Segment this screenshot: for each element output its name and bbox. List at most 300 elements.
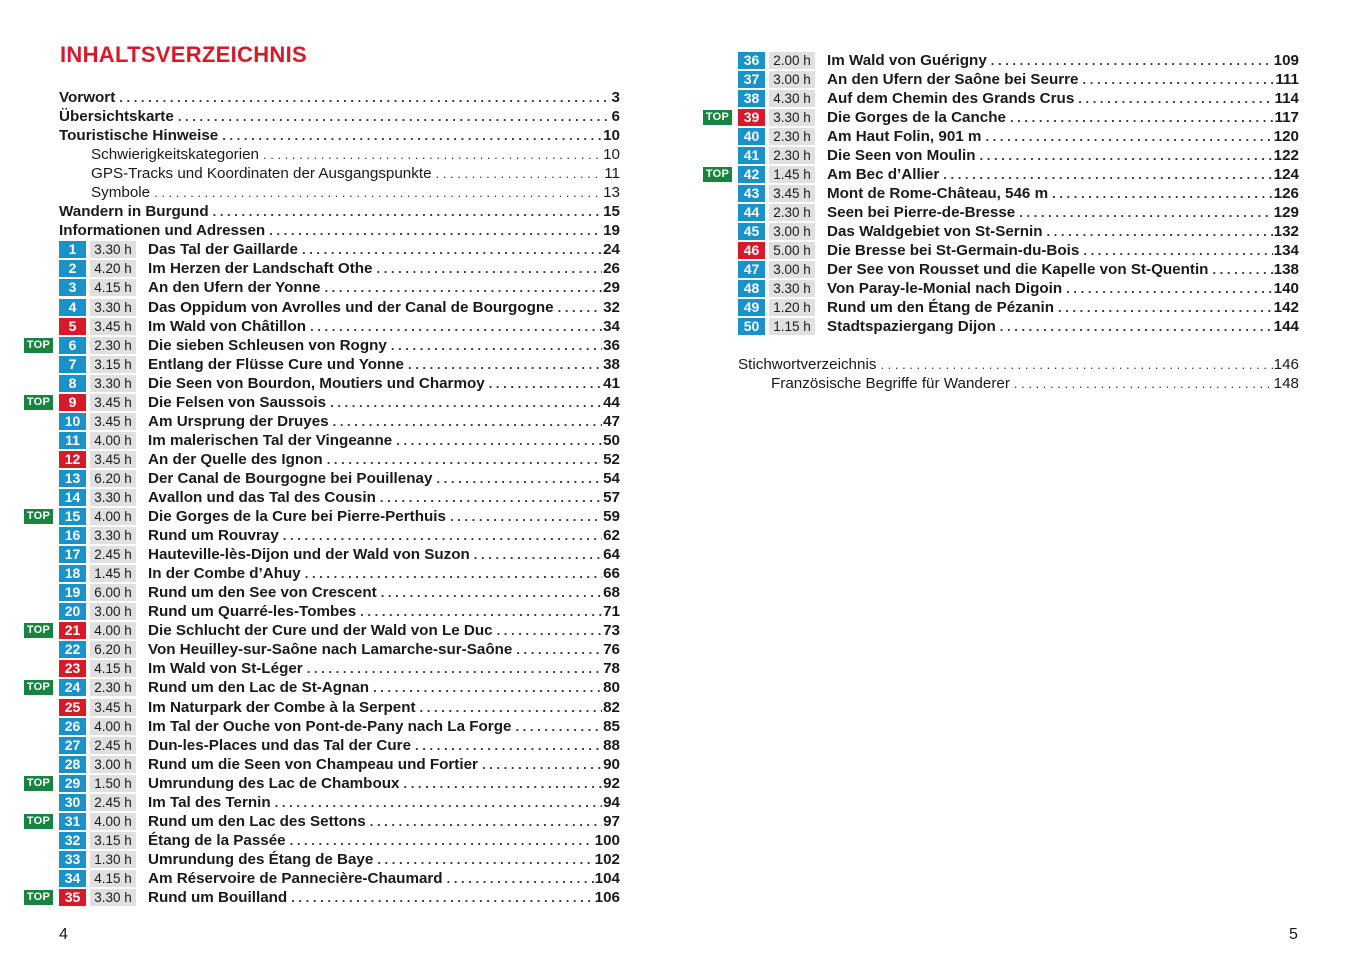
dot-leader xyxy=(1000,317,1273,336)
toc-entry[interactable] xyxy=(24,126,620,145)
dot-leader xyxy=(381,583,602,602)
tour-entry[interactable] xyxy=(24,831,620,850)
dot-leader xyxy=(1058,298,1273,317)
tour-entry[interactable] xyxy=(24,621,620,640)
toc-entry-text xyxy=(148,888,620,907)
tour-duration: 6.20 h xyxy=(90,470,136,487)
tour-number-badge: 9 xyxy=(59,394,86,411)
toc-entry-text xyxy=(148,393,620,412)
toc-entry-text xyxy=(148,431,620,450)
dot-leader xyxy=(516,640,602,659)
entry-title: Stichwortverzeichnis xyxy=(738,355,880,374)
tour-entry[interactable] xyxy=(703,279,1299,298)
dot-leader xyxy=(1019,203,1272,222)
entry-page-number: 47 xyxy=(603,412,620,430)
tour-number-badge: 31 xyxy=(59,813,86,830)
tour-entry[interactable] xyxy=(24,278,620,297)
dot-leader xyxy=(980,146,1273,165)
dot-leader xyxy=(1014,374,1273,393)
tour-entry[interactable] xyxy=(24,431,620,450)
tour-entry[interactable] xyxy=(24,298,620,317)
toc-entry[interactable] xyxy=(703,374,1299,393)
toc-entry-text xyxy=(827,51,1299,70)
tour-duration: 2.45 h xyxy=(90,737,136,754)
toc-entry-text xyxy=(59,221,620,240)
tour-list-left xyxy=(24,240,620,907)
entry-title: Entlang der Flüsse Cure und Yonne xyxy=(148,355,408,374)
dot-leader xyxy=(482,755,602,774)
entry-page-number: 82 xyxy=(603,698,620,716)
dot-leader xyxy=(376,259,602,278)
toc-entry[interactable] xyxy=(24,202,620,221)
entry-page-number: 132 xyxy=(1273,222,1299,240)
dot-leader xyxy=(1083,70,1275,89)
toc-entry-text xyxy=(827,241,1299,260)
dot-leader xyxy=(330,393,602,412)
tour-number-badge: 40 xyxy=(738,128,765,145)
tour-duration: 3.30 h xyxy=(90,527,136,544)
tour-entry[interactable] xyxy=(24,374,620,393)
tour-entry[interactable] xyxy=(24,678,620,697)
entry-title: Französische Begriffe für Wanderer xyxy=(771,374,1014,393)
tour-number-badge: 23 xyxy=(59,660,86,677)
entry-title: Rund um den Lac de St-Agnan xyxy=(148,678,373,697)
entry-page-number: 109 xyxy=(1273,51,1299,69)
entry-page-number: 29 xyxy=(603,279,620,297)
toc-entry-text xyxy=(827,184,1299,203)
tour-entry[interactable] xyxy=(24,698,620,717)
entry-page-number: 76 xyxy=(603,641,620,659)
top-badge: TOP xyxy=(24,680,53,695)
tour-entry[interactable] xyxy=(24,355,620,374)
dot-leader xyxy=(403,774,602,793)
entry-title: Schwierigkeitskategorien xyxy=(91,145,263,164)
entry-title: Am Haut Folin, 901 m xyxy=(827,127,985,146)
tour-entry[interactable] xyxy=(703,317,1299,336)
toc-entry-text xyxy=(148,450,620,469)
toc-entry-text xyxy=(148,469,620,488)
toc-entry-text xyxy=(148,507,620,526)
toc-entry-text xyxy=(148,755,620,774)
tour-entry[interactable] xyxy=(24,336,620,355)
tour-number-badge: 27 xyxy=(59,737,86,754)
entry-page-number: 111 xyxy=(1275,70,1299,88)
tour-duration: 3.30 h xyxy=(90,299,136,316)
tour-duration: 2.30 h xyxy=(90,337,136,354)
tour-entry[interactable] xyxy=(24,450,620,469)
toc-entry-text xyxy=(148,812,620,831)
tour-entry[interactable] xyxy=(703,108,1299,127)
entry-title: Die Seen von Moulin xyxy=(827,146,980,165)
tour-duration: 3.15 h xyxy=(90,832,136,849)
entry-title: Im Wald von St-Léger xyxy=(148,659,307,678)
tour-number-badge: 8 xyxy=(59,375,86,392)
entry-page-number: 144 xyxy=(1273,318,1299,336)
tour-duration: 3.00 h xyxy=(769,261,815,278)
dot-leader xyxy=(1212,260,1272,279)
entry-title: Auf dem Chemin des Grands Crus xyxy=(827,89,1078,108)
entry-page-number: 80 xyxy=(603,679,620,697)
dot-leader xyxy=(380,488,602,507)
top-badge: TOP xyxy=(24,338,53,353)
tour-number-badge: 34 xyxy=(59,870,86,887)
tour-number-badge: 32 xyxy=(59,832,86,849)
tour-entry[interactable] xyxy=(24,812,620,831)
dot-leader xyxy=(263,145,602,164)
toc-entry-text xyxy=(59,126,620,145)
entry-title: Mont de Rome-Château, 546 m xyxy=(827,184,1052,203)
entry-title: Am Ursprung der Druyes xyxy=(148,412,333,431)
tour-entry[interactable] xyxy=(703,165,1299,184)
tour-entry[interactable] xyxy=(24,583,620,602)
dot-leader xyxy=(1078,89,1273,108)
tour-number-badge: 11 xyxy=(59,432,86,449)
dot-leader xyxy=(275,793,602,812)
tour-entry[interactable] xyxy=(24,736,620,755)
dot-leader xyxy=(333,412,602,431)
toc-entry-text xyxy=(827,146,1299,165)
toc-entry[interactable] xyxy=(24,107,620,126)
entry-title: Die Schlucht der Cure und der Wald von Le Duc xyxy=(148,621,497,640)
dot-leader xyxy=(497,621,603,640)
tour-entry[interactable] xyxy=(703,51,1299,70)
dot-leader xyxy=(391,336,602,355)
tour-entry[interactable] xyxy=(24,564,620,583)
entry-page-number: 85 xyxy=(603,717,620,735)
entry-title: Im Tal der Ouche von Pont-de-Pany nach La Forge xyxy=(148,717,515,736)
entry-title: GPS-Tracks und Koordinaten der Ausgangspunkte xyxy=(91,164,436,183)
dot-leader xyxy=(360,602,602,621)
toc-title: INHALTSVERZEICHNIS xyxy=(60,42,308,67)
dot-leader xyxy=(515,717,602,736)
entry-page-number: 146 xyxy=(1273,356,1299,374)
tour-number-badge: 49 xyxy=(738,299,765,316)
tour-duration: 4.00 h xyxy=(90,508,136,525)
entry-title: Rund um den Étang de Pézanin xyxy=(827,298,1058,317)
dot-leader xyxy=(420,698,603,717)
entry-page-number: 26 xyxy=(603,260,620,278)
tour-number-badge: 16 xyxy=(59,527,86,544)
entry-page-number: 59 xyxy=(603,508,620,526)
tour-entry[interactable] xyxy=(24,488,620,507)
toc-entry-text xyxy=(148,793,620,812)
entry-title: Umrundung des Lac de Chamboux xyxy=(148,774,403,793)
entry-page-number: 138 xyxy=(1273,261,1299,279)
tour-duration: 3.45 h xyxy=(769,185,815,202)
tour-number-badge: 38 xyxy=(738,90,765,107)
top-badge: TOP xyxy=(24,509,53,524)
toc-entry[interactable] xyxy=(24,145,620,164)
entry-page-number: 6 xyxy=(611,108,620,126)
dot-leader xyxy=(310,317,602,336)
tour-number-badge: 4 xyxy=(59,299,86,316)
toc-entry-text xyxy=(827,127,1299,146)
tour-number-badge: 22 xyxy=(59,641,86,658)
toc-entry[interactable] xyxy=(24,164,620,183)
toc-entry-text xyxy=(148,640,620,659)
tour-number-badge: 36 xyxy=(738,52,765,69)
tour-entry[interactable] xyxy=(24,755,620,774)
toc-entry-text xyxy=(148,869,620,888)
tour-entry[interactable] xyxy=(24,659,620,678)
toc-entry[interactable] xyxy=(24,183,620,202)
toc-entry-text xyxy=(148,278,620,297)
tour-entry[interactable] xyxy=(703,241,1299,260)
dot-leader xyxy=(302,240,602,259)
toc-entry-text xyxy=(827,165,1299,184)
top-badge: TOP xyxy=(24,814,53,829)
tour-duration: 3.30 h xyxy=(90,889,136,906)
entry-page-number: 10 xyxy=(603,127,620,145)
toc-entry-text xyxy=(148,621,620,640)
tour-duration: 3.30 h xyxy=(90,375,136,392)
tour-entry[interactable] xyxy=(24,393,620,412)
entry-page-number: 142 xyxy=(1273,299,1299,317)
tour-entry[interactable] xyxy=(24,602,620,621)
toc-entry-text xyxy=(148,317,620,336)
entry-page-number: 57 xyxy=(603,489,620,506)
toc-entry-text xyxy=(148,659,620,678)
entry-title: Von Paray-le-Monial nach Digoin xyxy=(827,279,1066,298)
tour-duration: 4.15 h xyxy=(90,279,136,296)
entry-page-number: 97 xyxy=(603,812,620,830)
top-badge: TOP xyxy=(703,110,732,125)
tour-number-badge: 35 xyxy=(59,889,86,906)
toc-entry-text xyxy=(59,202,620,221)
tour-number-badge: 33 xyxy=(59,851,86,868)
tour-duration: 3.00 h xyxy=(90,603,136,620)
toc-entry[interactable] xyxy=(24,88,620,107)
entry-page-number: 106 xyxy=(594,888,620,906)
dot-leader xyxy=(327,450,602,469)
tour-duration: 3.45 h xyxy=(90,451,136,468)
entry-page-number: 15 xyxy=(603,203,620,221)
dot-leader xyxy=(290,831,594,850)
entry-title: Vorwort xyxy=(59,88,119,107)
back-matter-list xyxy=(703,355,1299,393)
dot-leader xyxy=(154,183,602,202)
dot-leader xyxy=(558,298,602,317)
tour-entry[interactable] xyxy=(24,869,620,888)
toc-entry-text xyxy=(148,259,620,278)
tour-duration: 2.30 h xyxy=(769,128,815,145)
toc-entry-text xyxy=(148,602,620,621)
entry-page-number: 140 xyxy=(1273,280,1299,298)
tour-duration: 1.30 h xyxy=(90,851,136,868)
tour-entry[interactable] xyxy=(24,774,620,793)
tour-number-badge: 48 xyxy=(738,280,765,297)
page-number-right: 5 xyxy=(1289,926,1298,943)
toc-entry-text xyxy=(827,317,1299,336)
tour-entry[interactable] xyxy=(703,203,1299,222)
tour-duration: 3.45 h xyxy=(90,318,136,335)
entry-title: Im Tal des Ternin xyxy=(148,793,275,812)
entry-title: Das Oppidum von Avrolles und der Canal de Bourgogne xyxy=(148,298,558,317)
toc-entry-text xyxy=(148,526,620,545)
tour-number-badge: 30 xyxy=(59,794,86,811)
dot-leader xyxy=(1010,108,1274,127)
tour-number-badge: 19 xyxy=(59,584,86,601)
entry-page-number: 38 xyxy=(603,355,620,373)
tour-entry[interactable] xyxy=(24,717,620,736)
dot-leader xyxy=(415,736,602,755)
tour-number-badge: 50 xyxy=(738,318,765,335)
toc-entry-text xyxy=(148,736,620,755)
tour-duration: 4.20 h xyxy=(90,260,136,277)
entry-page-number: 88 xyxy=(603,736,620,754)
entry-title: Avallon und das Tal des Cousin xyxy=(148,488,380,507)
tour-duration: 3.30 h xyxy=(90,241,136,258)
dot-leader xyxy=(373,678,602,697)
entry-title: Die Felsen von Saussois xyxy=(148,393,330,412)
tour-entry[interactable] xyxy=(24,259,620,278)
tour-entry[interactable] xyxy=(703,146,1299,165)
toc-entry[interactable] xyxy=(24,221,620,240)
entry-title: Das Tal der Gaillarde xyxy=(148,240,302,259)
entry-title: Umrundung des Étang de Baye xyxy=(148,850,377,869)
tour-number-badge: 46 xyxy=(738,242,765,259)
entry-page-number: 120 xyxy=(1273,127,1299,145)
tour-entry[interactable] xyxy=(703,184,1299,203)
entry-title: Im malerischen Tal der Vingeanne xyxy=(148,431,396,450)
toc-entry-text xyxy=(148,488,620,507)
dot-leader xyxy=(943,165,1272,184)
tour-entry[interactable] xyxy=(703,222,1299,241)
tour-duration: 6.00 h xyxy=(90,584,136,601)
entry-title: Die Bresse bei St-Germain-du-Bois xyxy=(827,241,1083,260)
dot-leader xyxy=(436,164,604,183)
dot-leader xyxy=(450,507,602,526)
entry-page-number: 32 xyxy=(603,298,620,316)
tour-duration: 2.30 h xyxy=(90,679,136,696)
tour-entry[interactable] xyxy=(703,127,1299,146)
tour-duration: 3.00 h xyxy=(769,71,815,88)
tour-entry[interactable] xyxy=(24,888,620,907)
dot-leader xyxy=(396,431,602,450)
entry-title: Touristische Hinweise xyxy=(59,126,222,145)
entry-title: Informationen und Adressen xyxy=(59,221,269,240)
toc-entry-text xyxy=(91,145,620,164)
entry-title: Die sieben Schleusen von Rogny xyxy=(148,336,391,355)
tour-number-badge: 28 xyxy=(59,756,86,773)
tour-entry[interactable] xyxy=(703,298,1299,317)
tour-entry[interactable] xyxy=(24,317,620,336)
toc-entry-text xyxy=(827,222,1299,241)
entry-page-number: 134 xyxy=(1273,241,1299,259)
tour-duration: 4.00 h xyxy=(90,718,136,735)
entry-title: Étang de la Passée xyxy=(148,831,290,850)
tour-entry[interactable] xyxy=(24,640,620,659)
toc-entry[interactable] xyxy=(703,355,1299,374)
entry-title: Am Réservoire de Pannecière-Chaumard xyxy=(148,869,447,888)
entry-title: Rund um den Lac des Settons xyxy=(148,812,370,831)
tour-number-badge: 24 xyxy=(59,679,86,696)
dot-leader xyxy=(1046,222,1272,241)
entry-title: Rund um Quarré-les-Tombes xyxy=(148,602,360,621)
toc-entry-text xyxy=(827,108,1299,127)
entry-title: An der Quelle des Ignon xyxy=(148,450,327,469)
tour-number-badge: 14 xyxy=(59,489,86,506)
tour-number-badge: 26 xyxy=(59,718,86,735)
entry-page-number: 41 xyxy=(603,374,620,392)
dot-leader xyxy=(119,88,610,107)
entry-page-number: 104 xyxy=(594,869,620,887)
toc-entry-text xyxy=(148,678,620,697)
tour-list-right xyxy=(703,51,1299,337)
toc-entry-text xyxy=(827,89,1299,108)
tour-entry[interactable] xyxy=(24,545,620,564)
entry-page-number: 44 xyxy=(603,393,620,411)
tour-number-badge: 20 xyxy=(59,603,86,620)
tour-number-badge: 42 xyxy=(738,166,765,183)
toc-entry-text xyxy=(771,374,1299,393)
tour-number-badge: 18 xyxy=(59,565,86,582)
dot-leader xyxy=(447,869,594,888)
dot-leader xyxy=(377,850,593,869)
entry-title: Im Herzen der Landschaft Othe xyxy=(148,259,376,278)
tour-duration: 1.20 h xyxy=(769,299,815,316)
tour-entry[interactable] xyxy=(703,89,1299,108)
entry-title: Stadtspaziergang Dijon xyxy=(827,317,1000,336)
toc-entry-text xyxy=(59,88,620,107)
entry-page-number: 71 xyxy=(603,603,620,621)
tour-number-badge: 17 xyxy=(59,546,86,563)
tour-duration: 4.15 h xyxy=(90,660,136,677)
tour-duration: 4.00 h xyxy=(90,432,136,449)
entry-title: Rund um den See von Crescent xyxy=(148,583,381,602)
tour-number-badge: 2 xyxy=(59,260,86,277)
toc-entry-text xyxy=(148,774,620,793)
tour-entry[interactable] xyxy=(24,469,620,488)
entry-page-number: 3 xyxy=(611,89,620,106)
front-matter-list xyxy=(24,88,620,240)
entry-page-number: 13 xyxy=(603,184,620,202)
toc-entry-text xyxy=(59,107,620,126)
tour-entry[interactable] xyxy=(24,850,620,869)
entry-title: Rund um die Seen von Champeau und Fortier xyxy=(148,755,482,774)
tour-entry[interactable] xyxy=(24,793,620,812)
tour-duration: 2.45 h xyxy=(90,546,136,563)
tour-duration: 1.15 h xyxy=(769,318,815,335)
tour-duration: 2.30 h xyxy=(769,204,815,221)
entry-page-number: 90 xyxy=(603,755,620,773)
tour-number-badge: 15 xyxy=(59,508,86,525)
tour-entry[interactable] xyxy=(24,240,620,259)
toc-entry-text xyxy=(148,336,620,355)
entry-page-number: 102 xyxy=(594,850,620,868)
entry-page-number: 148 xyxy=(1273,375,1299,393)
entry-page-number: 68 xyxy=(603,584,620,602)
tour-entry[interactable] xyxy=(703,70,1299,89)
entry-page-number: 36 xyxy=(603,336,620,354)
tour-entry[interactable] xyxy=(24,507,620,526)
top-badge: TOP xyxy=(703,167,732,182)
tour-entry[interactable] xyxy=(24,412,620,431)
dot-leader xyxy=(991,51,1273,70)
tour-duration: 2.00 h xyxy=(769,52,815,69)
entry-title: Der See von Rousset und die Kapelle von St-Quentin xyxy=(827,260,1212,279)
dot-leader xyxy=(408,355,602,374)
dot-leader xyxy=(1083,241,1272,260)
page-number-left: 4 xyxy=(59,926,68,943)
entry-page-number: 19 xyxy=(603,222,620,240)
dot-leader xyxy=(436,469,602,488)
tour-entry[interactable] xyxy=(24,526,620,545)
tour-entry[interactable] xyxy=(703,260,1299,279)
entry-page-number: 126 xyxy=(1273,184,1299,202)
tour-duration: 2.45 h xyxy=(90,794,136,811)
tour-duration: 4.00 h xyxy=(90,813,136,830)
